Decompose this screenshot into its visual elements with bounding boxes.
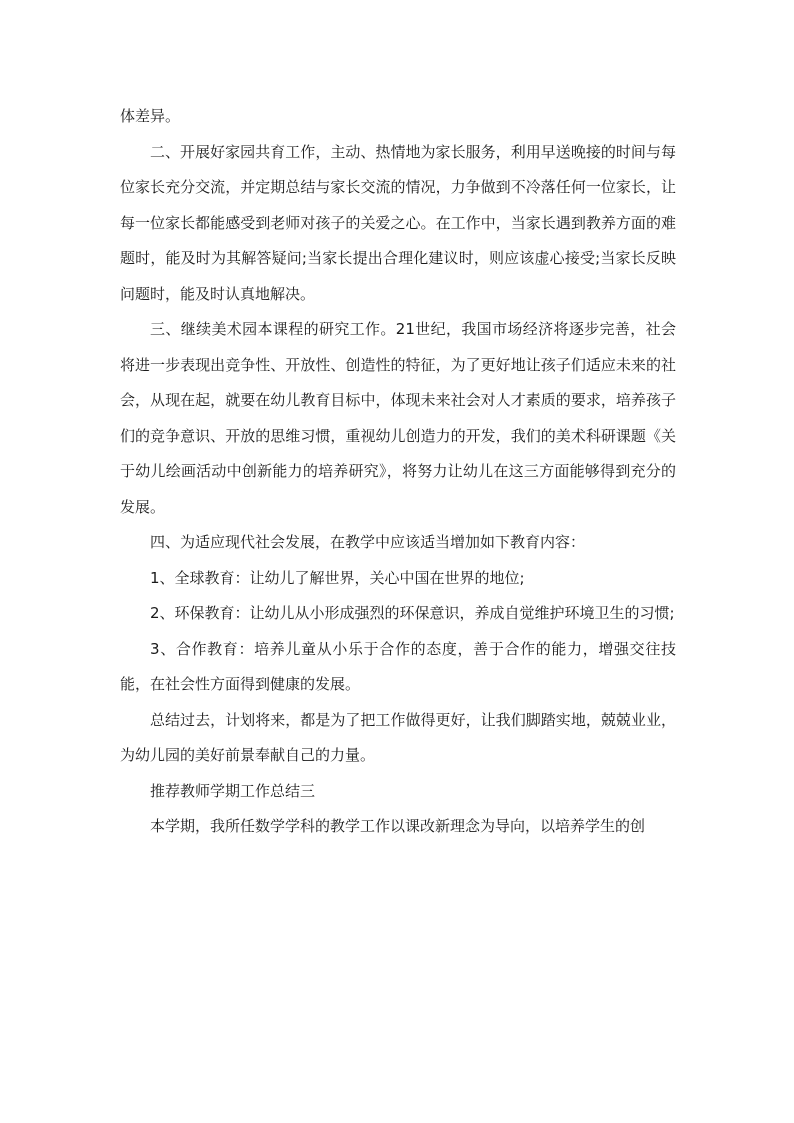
paragraph-conclusion: 总结过去，计划将来，都是为了把工作做得更好，让我们脚踏实地，兢兢业业，为幼儿园的美好前景奉献自己的力量。 (120, 710, 676, 764)
list-item-cooperation-education: 3、合作教育：培养儿童从小乐于合作的态度，善于合作的能力，增强交往技能，在社会性方面得到健康的发展。 (120, 639, 676, 693)
paragraph-home-school-cooperation: 二、开展好家园共育工作，主动、热情地为家长服务，利用早送晚接的时间与每位家长充分交流，并定期总结与家长交流的情况，力争做到不冷落任何一位家长，让每一位家长都能感受到老师对孩子的关爱之心。在工作中，当家长遇到教养方面的难题时，能及时为其解答疑问;当家长提出合理化建议时，则应该虚心接受;当家长反映问题时，能及时认真地解决。 (120, 142, 676, 303)
paragraph-education-content: 四、为适应现代社会发展，在教学中应该适当增加如下教育内容： (150, 533, 586, 551)
paragraph-art-curriculum: 三、继续美术园本课程的研究工作。21世纪，我国市场经济将逐步完善，社会将进一步表现出竞争性、开放性、创造性的特征，为了更好地让孩子们适应未来的社会，从现在起，就要在幼儿教育目标中，体现未来社会对人才素质的要求，培养孩子们的竞争意识、开放的思维习惯，重视幼儿创造力的开发，我们的美术科研课题《关于幼儿绘画活动中创新能力的培养研究》，将努力让幼儿在这三方面能够得到充分的发展。 (120, 320, 676, 516)
paragraph-math-teaching: 本学期，我所任数学学科的教学工作以课改新理念为导向，以培养学生的创 (150, 817, 646, 835)
document-body (120, 99, 676, 845)
section-heading: 推荐教师学期工作总结三 (150, 781, 316, 800)
paragraph-continuation: 体差异。 (120, 107, 181, 125)
list-item-global-education: 1、全球教育：让幼儿了解世界，关心中国在世界的地位; (150, 568, 525, 587)
list-item-environmental-education: 2、环保教育：让幼儿从小形成强烈的环保意识，养成自觉维护环境卫生的习惯; (150, 604, 675, 622)
